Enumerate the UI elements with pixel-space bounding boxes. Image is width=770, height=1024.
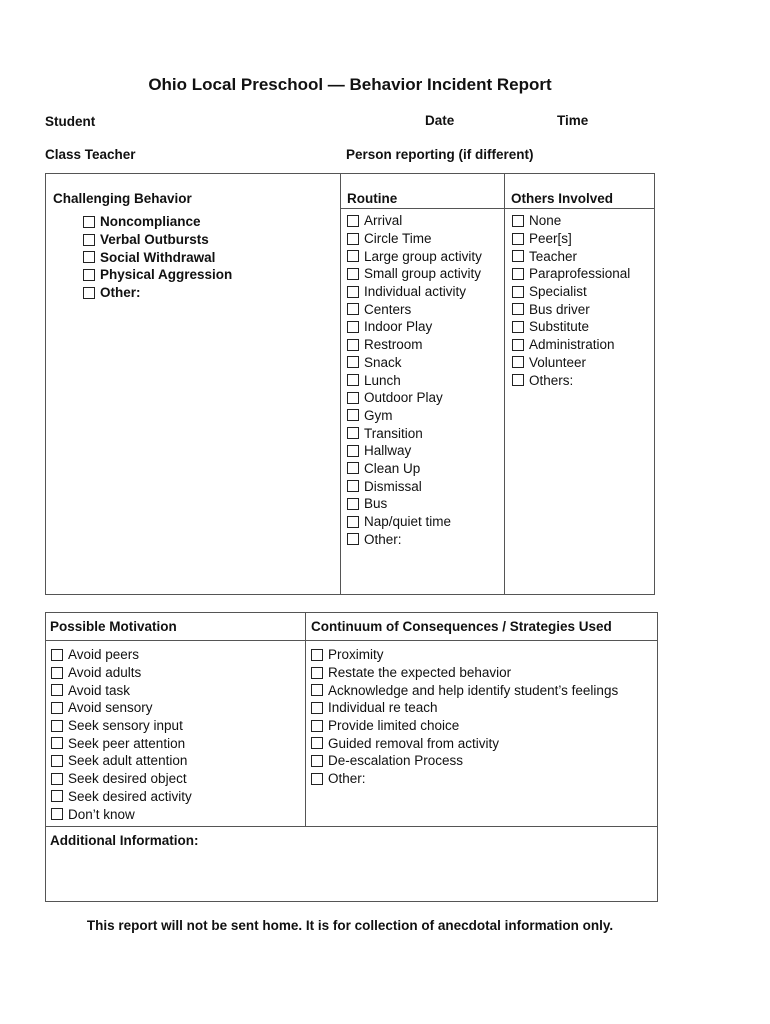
- checkbox-item[interactable]: Small group activity: [347, 265, 482, 283]
- others-involved-header: Others Involved: [511, 191, 614, 206]
- checkbox-item[interactable]: Teacher: [512, 247, 630, 265]
- challenging-behavior-header: Challenging Behavior: [53, 191, 192, 206]
- checkbox[interactable]: [51, 702, 63, 714]
- checkbox[interactable]: [51, 684, 63, 696]
- checkbox-item[interactable]: Bus: [347, 495, 482, 513]
- checkbox-item[interactable]: Hallway: [347, 442, 482, 460]
- date-label: Date: [425, 113, 455, 128]
- checkbox[interactable]: [347, 356, 359, 368]
- footer-note: This report will not be sent home. It is for collection of anecdotal information only.: [86, 918, 614, 933]
- checkbox-item[interactable]: Arrival: [347, 212, 482, 230]
- checkbox-item[interactable]: Outdoor Play: [347, 389, 482, 407]
- section-divider: [45, 826, 658, 827]
- checkbox[interactable]: [347, 516, 359, 528]
- checkbox-item[interactable]: Seek desired object: [51, 770, 192, 788]
- checkbox[interactable]: [347, 321, 359, 333]
- checkbox-item[interactable]: Clean Up: [347, 460, 482, 478]
- checkbox[interactable]: [347, 533, 359, 545]
- checkbox[interactable]: [311, 702, 323, 714]
- checkbox[interactable]: [512, 215, 524, 227]
- checkbox[interactable]: [512, 250, 524, 262]
- checkbox-item[interactable]: Proximity: [311, 646, 618, 664]
- checkbox[interactable]: [347, 374, 359, 386]
- additional-info-label: Additional Information:: [50, 833, 199, 848]
- checkbox[interactable]: [347, 268, 359, 280]
- checkbox[interactable]: [347, 392, 359, 404]
- checkbox-item[interactable]: Specialist: [512, 283, 630, 301]
- checkbox-item[interactable]: Paraprofessional: [512, 265, 630, 283]
- checkbox[interactable]: [347, 445, 359, 457]
- checkbox-item[interactable]: Restate the expected behavior: [311, 664, 618, 682]
- column-divider: [305, 612, 306, 826]
- routine-header: Routine: [347, 191, 398, 206]
- checkbox[interactable]: [51, 649, 63, 661]
- checkbox[interactable]: [83, 251, 95, 263]
- checkbox-item[interactable]: Verbal Outbursts: [83, 231, 232, 249]
- checkbox-item[interactable]: Physical Aggression: [83, 266, 232, 284]
- checkbox-item[interactable]: Social Withdrawal: [83, 248, 232, 266]
- class-teacher-label: Class Teacher: [45, 147, 136, 162]
- checkbox[interactable]: [83, 234, 95, 246]
- checkbox-item[interactable]: Substitute: [512, 318, 630, 336]
- checkbox[interactable]: [83, 269, 95, 281]
- checkbox[interactable]: [83, 287, 95, 299]
- checkbox[interactable]: [347, 409, 359, 421]
- page-title: Ohio Local Preschool — Behavior Incident Report: [148, 75, 552, 94]
- checkbox[interactable]: [51, 808, 63, 820]
- checkbox-item[interactable]: Other:: [83, 284, 232, 302]
- checkbox-item[interactable]: Provide limited choice: [311, 717, 618, 735]
- checkbox[interactable]: [51, 755, 63, 767]
- checkbox-item[interactable]: Restroom: [347, 336, 482, 354]
- checkbox[interactable]: [512, 286, 524, 298]
- checkbox-item[interactable]: Avoid peers: [51, 646, 192, 664]
- checkbox[interactable]: [311, 755, 323, 767]
- checkbox-item[interactable]: Large group activity: [347, 247, 482, 265]
- checkbox[interactable]: [347, 339, 359, 351]
- checkbox[interactable]: [512, 339, 524, 351]
- checkbox-item[interactable]: Lunch: [347, 371, 482, 389]
- checkbox[interactable]: [83, 216, 95, 228]
- checkbox[interactable]: [512, 303, 524, 315]
- student-label: Student: [45, 114, 96, 129]
- checkbox-item[interactable]: Don’t know: [51, 805, 192, 823]
- checkbox[interactable]: [347, 427, 359, 439]
- checkbox-item[interactable]: None: [512, 212, 630, 230]
- checkbox-item[interactable]: Circle Time: [347, 230, 482, 248]
- checkbox[interactable]: [311, 737, 323, 749]
- checkbox-item[interactable]: De-escalation Process: [311, 752, 618, 770]
- checkbox-item[interactable]: Guided removal from activity: [311, 734, 618, 752]
- checkbox[interactable]: [51, 773, 63, 785]
- checkbox[interactable]: [512, 374, 524, 386]
- others-involved-list: [512, 212, 630, 389]
- time-label: Time: [557, 113, 589, 128]
- checkbox[interactable]: [512, 268, 524, 280]
- checkbox[interactable]: [347, 480, 359, 492]
- checkbox[interactable]: [51, 720, 63, 732]
- checkbox[interactable]: [347, 286, 359, 298]
- checkbox-item[interactable]: Other:: [311, 770, 618, 788]
- checkbox[interactable]: [311, 649, 323, 661]
- checkbox-item[interactable]: Noncompliance: [83, 213, 232, 231]
- checkbox-item[interactable]: Avoid adults: [51, 664, 192, 682]
- checkbox-item[interactable]: Seek desired activity: [51, 788, 192, 806]
- checkbox-item[interactable]: Centers: [347, 300, 482, 318]
- checkbox-item[interactable]: Others:: [512, 371, 630, 389]
- checkbox-item[interactable]: Administration: [512, 336, 630, 354]
- checkbox-item[interactable]: Individual activity: [347, 283, 482, 301]
- checkbox[interactable]: [347, 498, 359, 510]
- column-divider: [340, 173, 341, 595]
- checkbox-item[interactable]: Dismissal: [347, 477, 482, 495]
- checkbox[interactable]: [512, 321, 524, 333]
- checkbox[interactable]: [347, 215, 359, 227]
- challenging-behavior-list: [83, 213, 232, 301]
- possible-motivation-header: Possible Motivation: [50, 619, 177, 634]
- checkbox-item[interactable]: Other:: [347, 530, 482, 548]
- consequences-header: Continuum of Consequences / Strategies Used: [311, 619, 612, 634]
- checkbox-item[interactable]: Seek adult attention: [51, 752, 192, 770]
- checkbox[interactable]: [311, 720, 323, 732]
- consequences-list: [311, 646, 618, 788]
- checkbox[interactable]: [51, 667, 63, 679]
- checkbox[interactable]: [347, 250, 359, 262]
- person-reporting-label: Person reporting (if different): [346, 147, 534, 162]
- header-divider: [340, 208, 655, 209]
- checkbox-item[interactable]: Indoor Play: [347, 318, 482, 336]
- checkbox-item[interactable]: Nap/quiet time: [347, 513, 482, 531]
- checkbox-item[interactable]: Snack: [347, 354, 482, 372]
- column-divider: [504, 173, 505, 595]
- checkbox-item[interactable]: Seek sensory input: [51, 717, 192, 735]
- checkbox[interactable]: [347, 462, 359, 474]
- checkbox-item[interactable]: Volunteer: [512, 354, 630, 372]
- checkbox[interactable]: [51, 790, 63, 802]
- checkbox-item[interactable]: Avoid sensory: [51, 699, 192, 717]
- checkbox[interactable]: [311, 684, 323, 696]
- routine-list: [347, 212, 482, 548]
- checkbox-item[interactable]: Individual re teach: [311, 699, 618, 717]
- checkbox[interactable]: [311, 773, 323, 785]
- checkbox-item[interactable]: Seek peer attention: [51, 734, 192, 752]
- checkbox[interactable]: [512, 233, 524, 245]
- checkbox-item[interactable]: Transition: [347, 424, 482, 442]
- possible-motivation-list: [51, 646, 192, 823]
- checkbox[interactable]: [311, 667, 323, 679]
- checkbox-item[interactable]: Bus driver: [512, 300, 630, 318]
- checkbox[interactable]: [347, 233, 359, 245]
- checkbox-item[interactable]: Avoid task: [51, 681, 192, 699]
- checkbox[interactable]: [347, 303, 359, 315]
- header-divider: [45, 640, 658, 641]
- checkbox-item[interactable]: Peer[s]: [512, 230, 630, 248]
- checkbox-item[interactable]: Gym: [347, 407, 482, 425]
- checkbox[interactable]: [512, 356, 524, 368]
- checkbox[interactable]: [51, 737, 63, 749]
- checkbox-item[interactable]: Acknowledge and help identify student’s feelings: [311, 681, 618, 699]
